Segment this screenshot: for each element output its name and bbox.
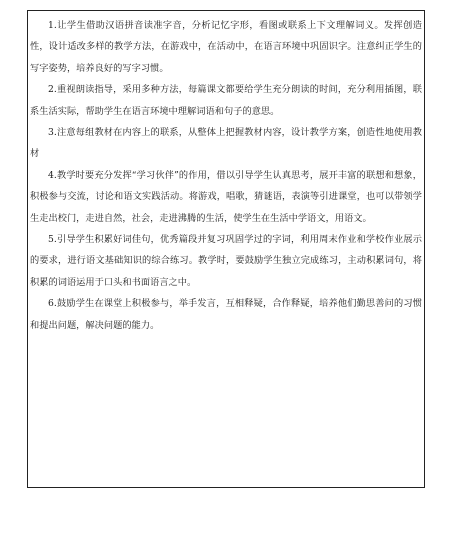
paragraph-5: 5.引导学生积累好词佳句，优秀篇段并复习巩固学过的字词，利用周末作业和学校作业展示的要求，进行语文基础知识的综合练习。教学时，要鼓励学生独立完成练习，主动积累词句，将积累的词语运用于口头和书面语言之中。: [30, 234, 422, 288]
paragraph-3: 3.注意每组教材在内容上的联系，从整体上把握教材内容，设计教学方案，创造性地使用教材: [30, 127, 422, 160]
paragraph-2: 2.重视朗读指导，采用多种方法，每篇课文都要给学生充分朗读的时间，充分利用插图，联系生活实际，帮助学生在语言环境中理解词语和句子的意思。: [30, 84, 422, 117]
paragraph-6: 6.鼓励学生在课堂上积极参与，举手发言，互相释疑，合作释疑，培养他们勤思善问的习惯和提出问题，解决问题的能力。: [30, 298, 422, 331]
paragraph-1: 1.让学生借助汉语拼音读准字音，分析记忆字形，看图或联系上下文理解词义。发挥创造性，设计适改多样的教学方法，在游戏中，在活动中，在语言环境中巩固识字。注意纠正学生的写字姿势，培养良好的写字习惯。: [30, 20, 422, 74]
document-frame: [27, 10, 425, 488]
document-content: [30, 15, 422, 336]
paragraph-4: 4.教学时要充分发挥“学习伙伴”的作用，借以引导学生认真思考，展开丰富的联想和想象，积极参与交流，讨论和语文实践活动。将游戏，唱歌，猜谜语，表演等引进课堂，也可以带领学生走出校门，走进自然，社会，走进沸腾的生活，使学生在生活中学语文，用语文。: [30, 169, 422, 224]
